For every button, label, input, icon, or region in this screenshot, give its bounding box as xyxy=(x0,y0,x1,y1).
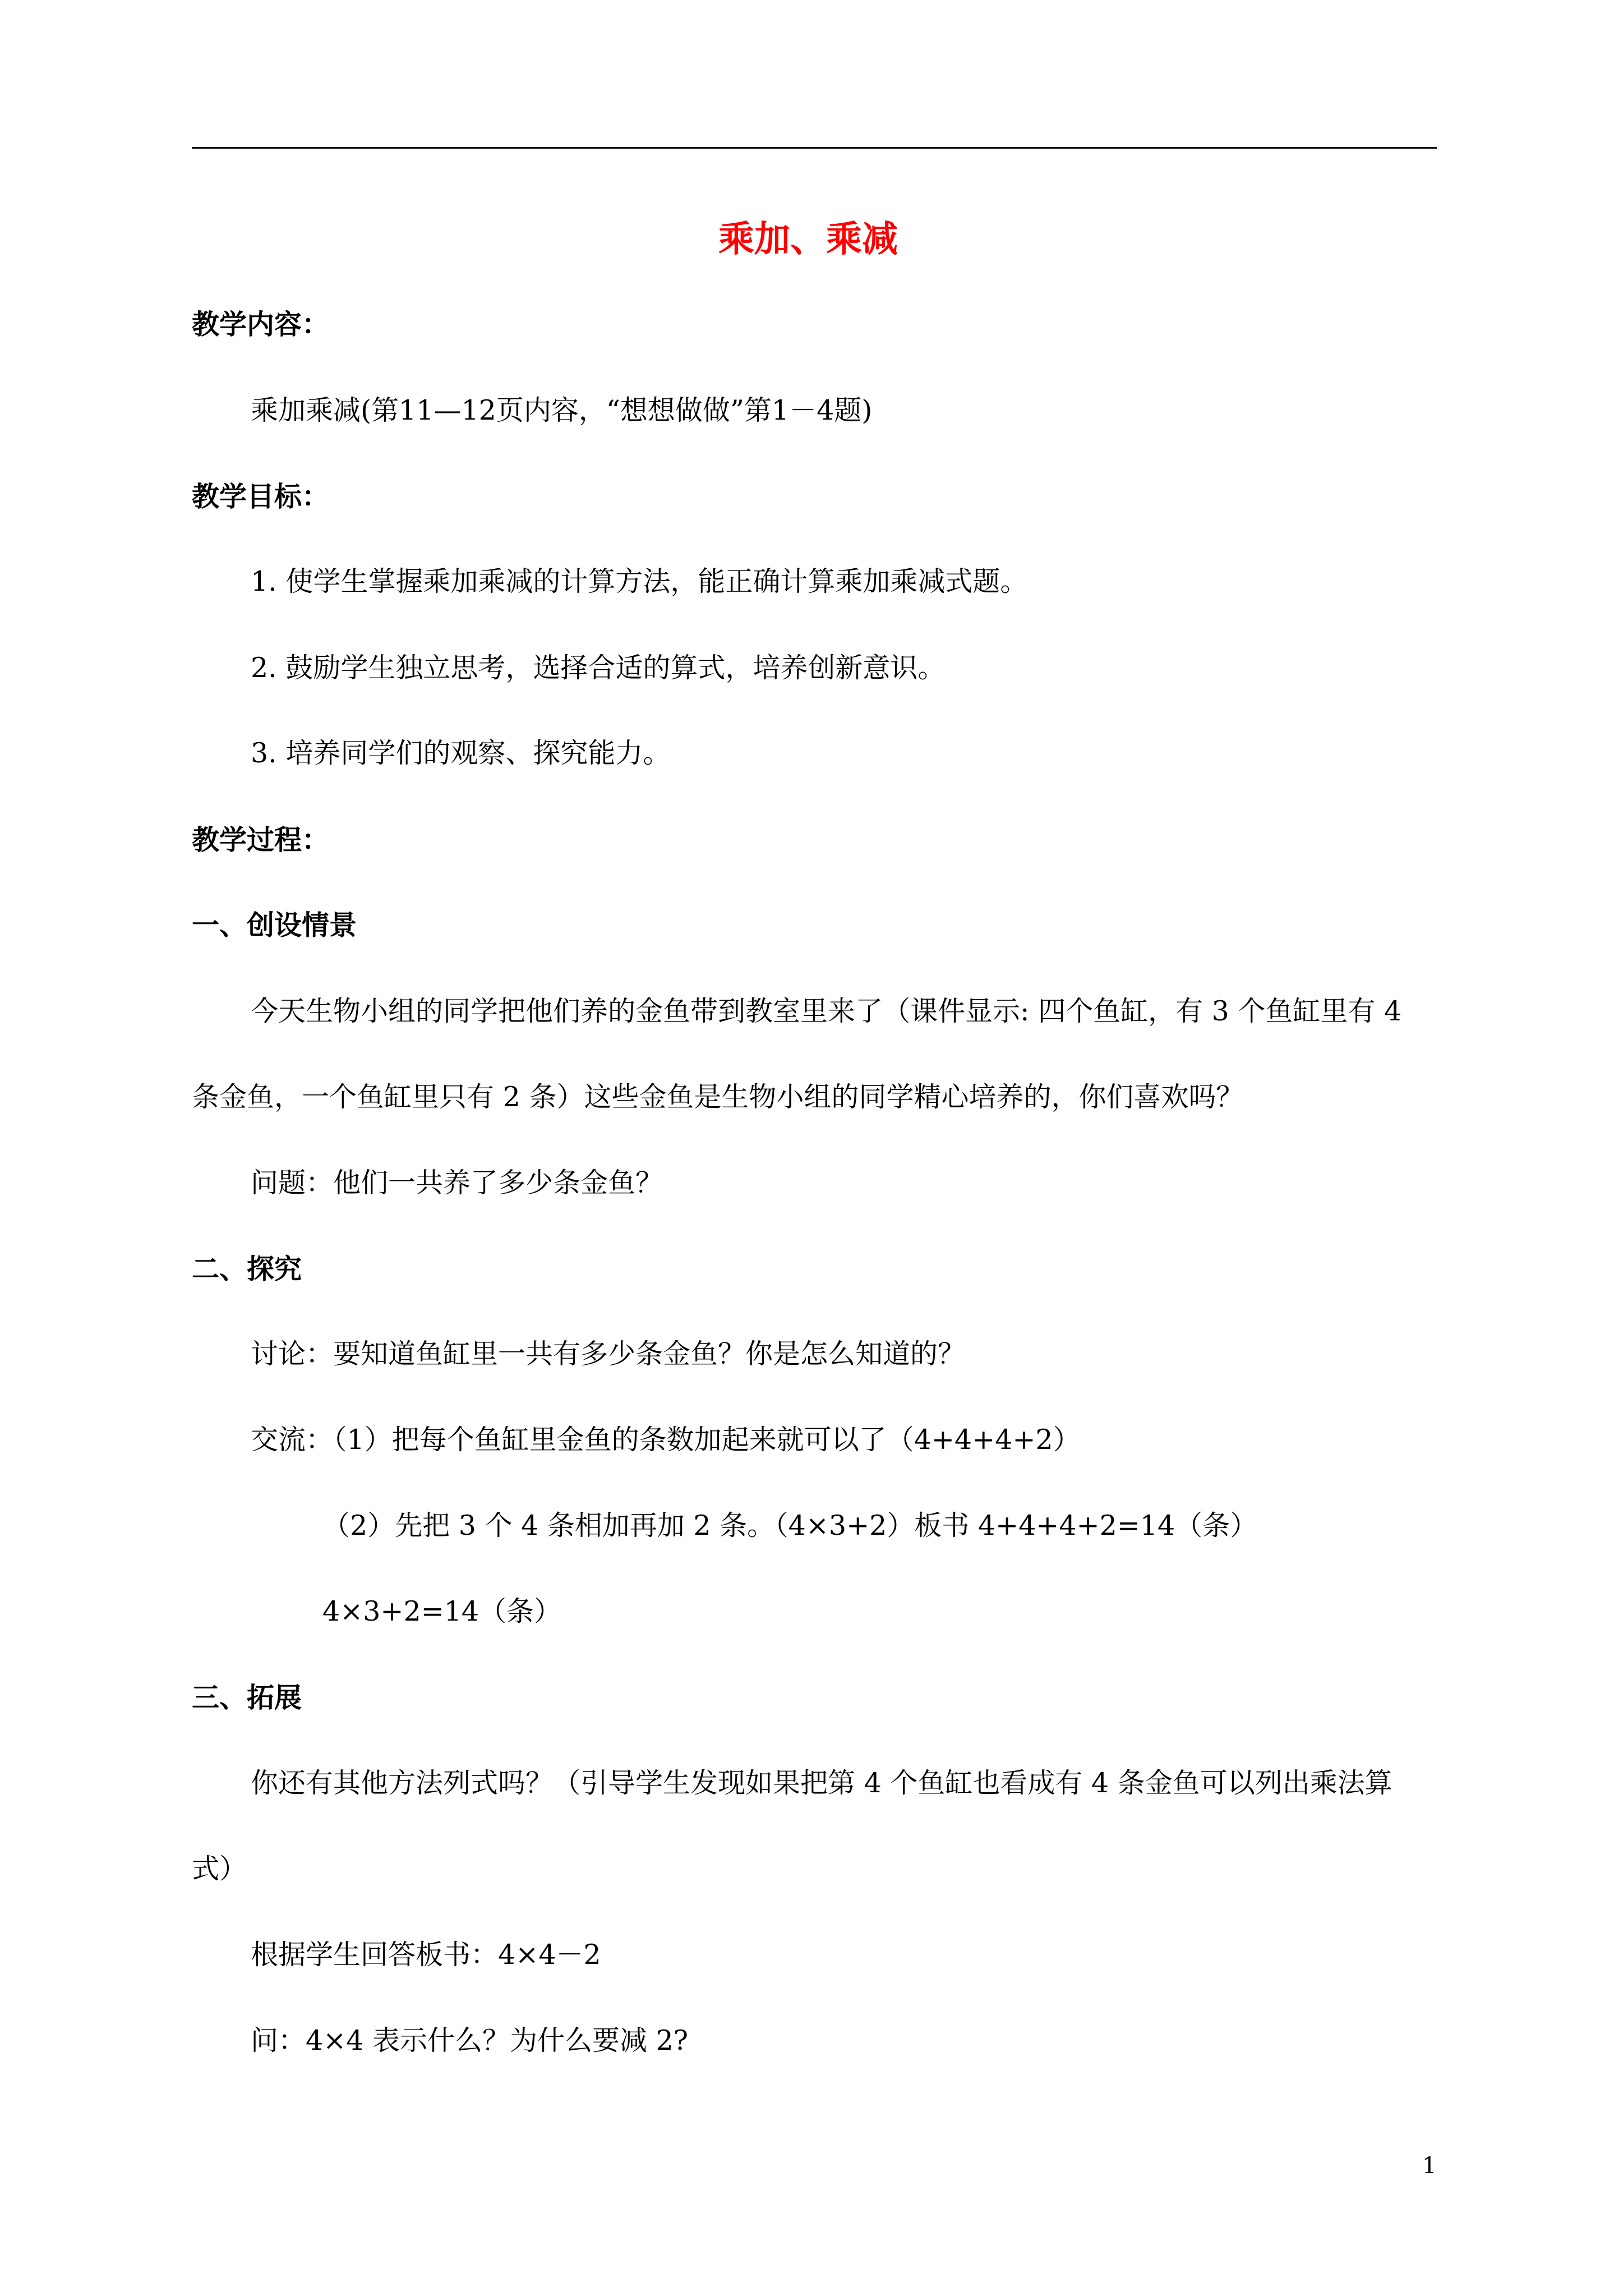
part3-board: 根据学生回答板书：4×4－2 xyxy=(251,1939,601,1971)
part2-exchange-2: （2）先把 3 个 4 条相加再加 2 条。（4×3+2）板书 4+4+4+2=14（条） xyxy=(322,1510,1258,1542)
process-heading: 教学过程： xyxy=(192,823,330,856)
header-rule xyxy=(192,147,1437,149)
part3-paragraph-line1: 你还有其他方法列式吗？（引导学生发现如果把第 4 个鱼缸也看成有 4 条金鱼可以列出乘法算 xyxy=(251,1767,1393,1799)
part2-exchange-1: 交流：（1）把每个鱼缸里金鱼的条数加起来就可以了（4+4+4+2） xyxy=(251,1424,1081,1456)
part2-heading: 二、探究 xyxy=(192,1253,302,1285)
part1-question: 问题：他们一共养了多少条金鱼？ xyxy=(251,1167,663,1199)
document-title: 乘加、乘减 xyxy=(718,218,898,260)
part3-heading: 三、拓展 xyxy=(192,1681,302,1714)
page-number: 1 xyxy=(1422,2153,1437,2179)
goal-item-3: 3. 培养同学们的观察、探究能力。 xyxy=(251,737,671,769)
content-text: 乘加乘减(第11—12页内容，“想想做做”第1－4题) xyxy=(251,394,873,426)
goals-heading: 教学目标： xyxy=(192,480,330,513)
part1-paragraph-line1: 今天生物小组的同学把他们养的金鱼带到教室里来了（课件显示: 四个鱼缸，有 3 个鱼缸里有 4 xyxy=(251,995,1402,1027)
part1-paragraph-line2: 条金鱼，一个鱼缸里只有 2 条）这些金鱼是生物小组的同学精心培养的，你们喜欢吗？ xyxy=(192,1081,1244,1113)
goal-item-1: 1. 使学生掌握乘加乘减的计算方法，能正确计算乘加乘减式题。 xyxy=(251,565,1028,597)
part3-question: 问：4×4 表示什么？为什么要减 2? xyxy=(251,2024,689,2056)
part3-paragraph-line2: 式） xyxy=(192,1853,247,1885)
content-heading: 教学内容： xyxy=(192,308,330,341)
part2-discussion: 讨论：要知道鱼缸里一共有多少条金鱼？你是怎么知道的？ xyxy=(251,1338,966,1370)
part2-formula: 4×3+2=14（条） xyxy=(322,1595,562,1627)
part1-heading: 一、创设情景 xyxy=(192,909,357,941)
goal-item-2: 2. 鼓励学生独立思考，选择合适的算式，培养创新意识。 xyxy=(251,652,946,684)
